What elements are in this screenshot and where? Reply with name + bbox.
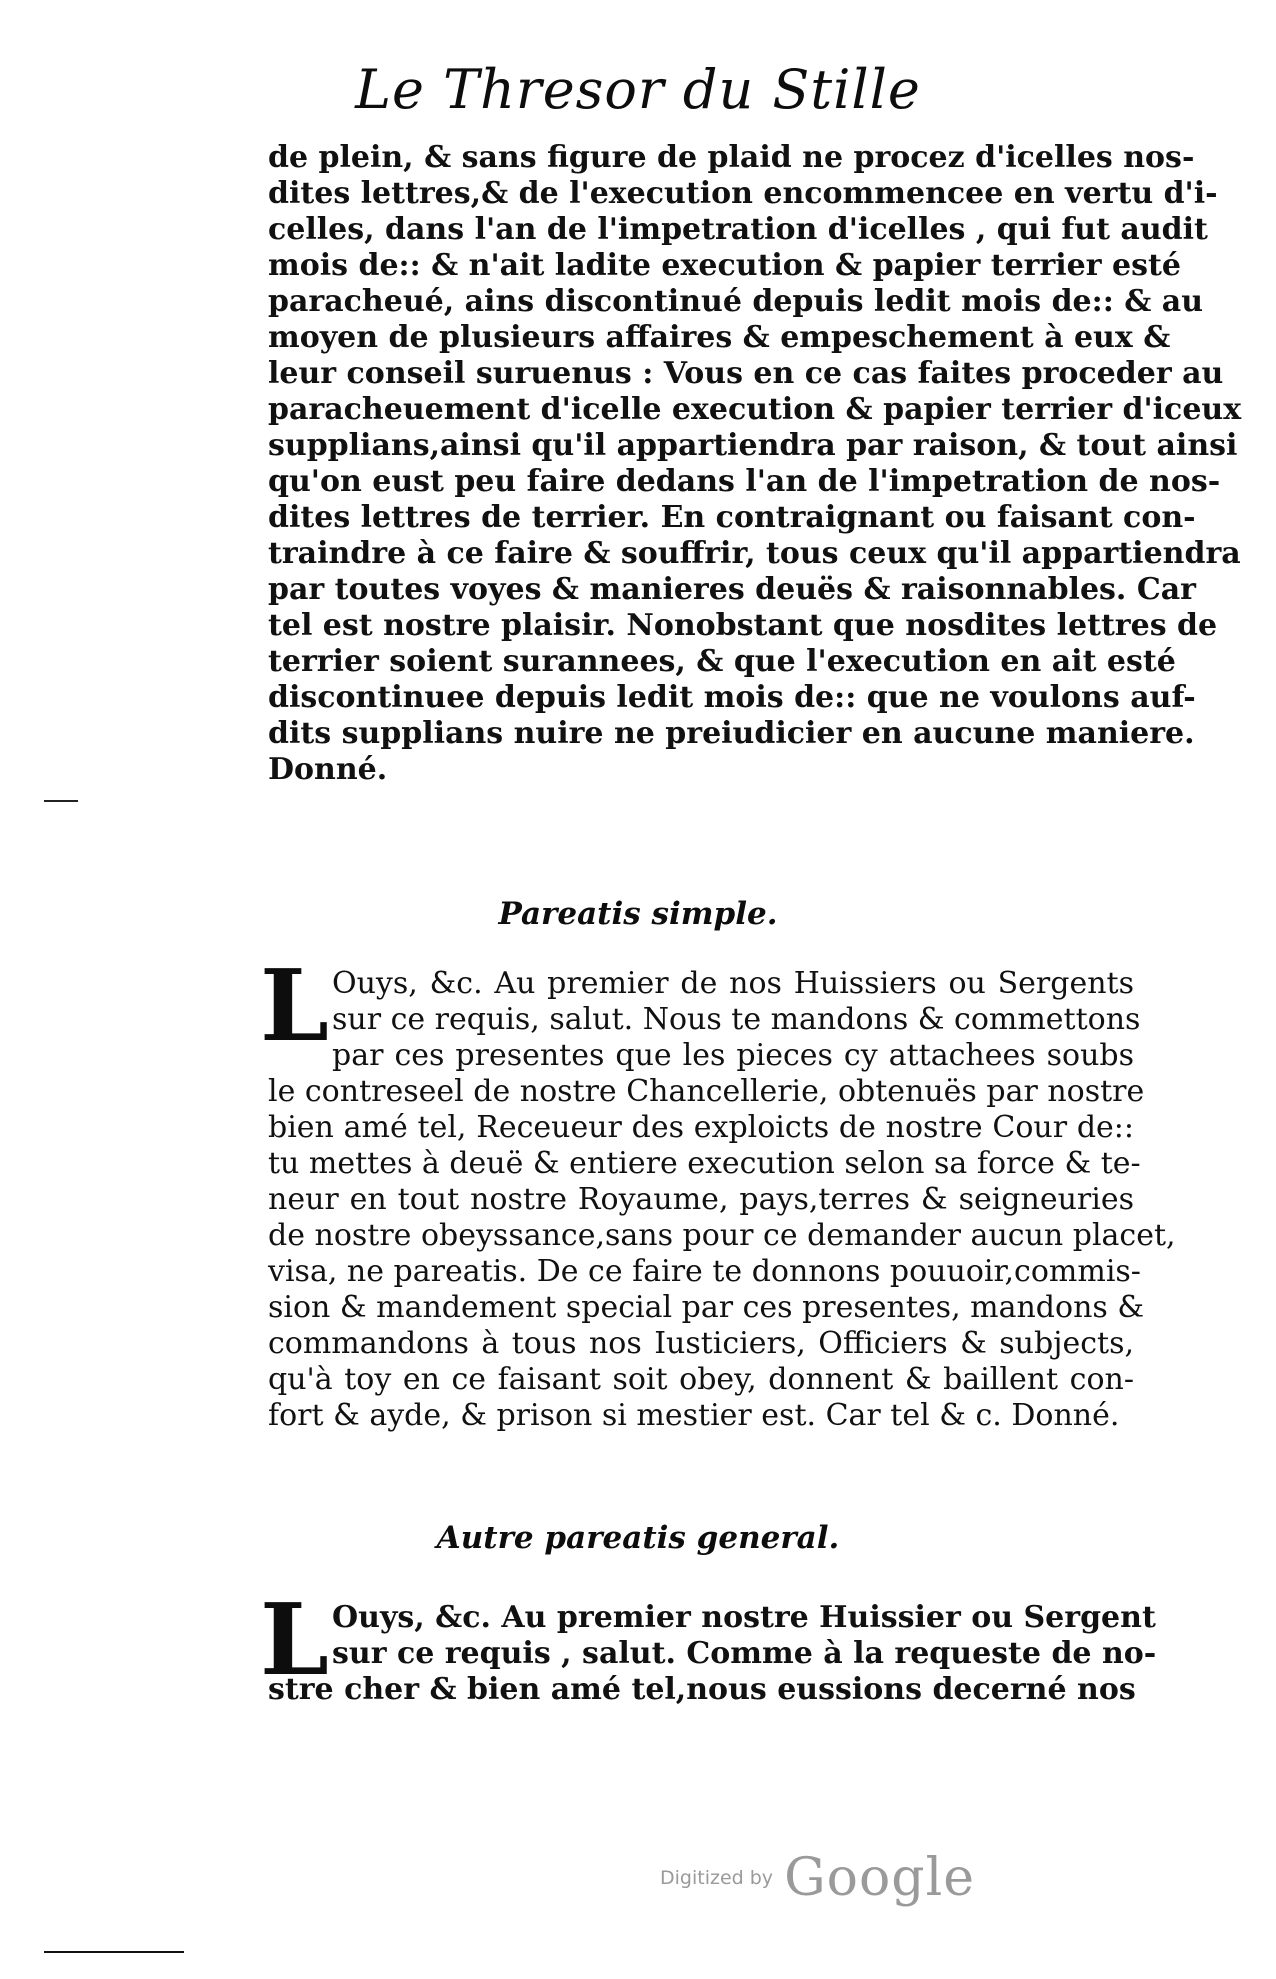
text-line: discontinuee depuis ledit mois de:: que ne voulons auf- <box>268 680 1196 715</box>
drop-cap: L <box>260 1583 329 1698</box>
text-line: Donné. <box>268 752 388 787</box>
text-line: sion & mandement special par ces presentes, mandons & <box>268 1290 1145 1325</box>
text-line: moyen de plusieurs affaires & empeschement à eux & <box>268 320 1171 355</box>
drop-cap: L <box>260 949 329 1064</box>
paragraph-pareatis-simple <box>268 966 1176 1434</box>
google-logo-text: Google <box>784 1848 975 1908</box>
text-line: stre cher & bien amé tel,nous eussions decerné nos <box>268 1672 1136 1707</box>
text-line: qu'on eust peu faire dedans l'an de l'impetration de nos- <box>268 464 1221 499</box>
text-line: supplians,ainsi qu'il appartiendra par raison, & tout ainsi <box>268 428 1238 463</box>
watermark-prefix: Digitized by <box>660 1867 774 1889</box>
text-line: de plein, & sans figure de plaid ne procez d'icelles nos- <box>268 140 1195 175</box>
text-line: fort & ayde, & prison si mestier est. Car tel & c. Donné. <box>268 1398 1120 1433</box>
text-line: par ces presentes que les pieces cy attachees soubs <box>332 1038 1134 1073</box>
text-line: bien amé tel, Receueur des exploicts de nostre Cour de:: <box>268 1110 1134 1145</box>
running-head: Le Thresor du Stille <box>355 58 921 121</box>
text-line: sur ce requis , salut. Comme à la requeste de no- <box>332 1636 1157 1671</box>
text-line: commandons à tous nos Iusticiers, Officiers & subjects, <box>268 1326 1134 1361</box>
paragraph-autre-pareatis <box>268 1600 1157 1708</box>
text-line: dits supplians nuire ne preiudicier en aucune maniere. <box>268 716 1195 751</box>
text-line: mois de:: & n'ait ladite execution & papier terrier esté <box>268 248 1181 283</box>
section-heading-autre-pareatis: Autre pareatis general. <box>436 1520 840 1556</box>
text-line: par toutes voyes & manieres deuës & raisonnables. Car <box>268 572 1196 607</box>
text-line: qu'à toy en ce faisant soit obey, donnent & baillent con- <box>268 1362 1134 1397</box>
text-line: paracheuement d'icelle execution & papier terrier d'iceux <box>268 392 1242 427</box>
digitized-watermark <box>660 1848 975 1908</box>
text-line: de nostre obeyssance,sans pour ce demander aucun placet, <box>268 1218 1176 1253</box>
margin-mark <box>44 800 78 802</box>
text-line: dites lettres,& de l'execution encommencee en vertu d'i- <box>268 176 1218 211</box>
text-line: Ouys, &c. Au premier de nos Huissiers ou Sergents <box>332 966 1134 1001</box>
text-line: leur conseil suruenus : Vous en ce cas faites proceder au <box>268 356 1224 391</box>
text-line: Ouys, &c. Au premier nostre Huissier ou Sergent <box>332 1600 1156 1635</box>
text-line: le contreseel de nostre Chancellerie, obtenuës par nostre <box>268 1074 1145 1109</box>
text-line: visa, ne pareatis. De ce faire te donnons pouuoir,commis- <box>268 1254 1141 1289</box>
text-line: celles, dans l'an de l'impetration d'icelles , qui fut audit <box>268 212 1208 247</box>
text-line: neur en tout nostre Royaume, pays,terres & seigneuries <box>268 1182 1134 1217</box>
section-heading-pareatis-simple: Pareatis simple. <box>498 896 778 932</box>
text-line: sur ce requis, salut. Nous te mandons & commettons <box>332 1002 1141 1037</box>
text-line: paracheué, ains discontinué depuis ledit mois de:: & au <box>268 284 1204 319</box>
paragraph-continued <box>268 140 1242 788</box>
text-line: terrier soient surannees, & que l'execution en ait esté <box>268 644 1176 679</box>
text-line: tu mettes à deuë & entiere execution selon sa force & te- <box>268 1146 1141 1181</box>
scan-edge-rule <box>44 1951 184 1953</box>
text-line: dites lettres de terrier. En contraignant ou faisant con- <box>268 500 1196 535</box>
text-line: tel est nostre plaisir. Nonobstant que nosdites lettres de <box>268 608 1218 643</box>
text-line: traindre à ce faire & souffrir, tous ceux qu'il appartiendra <box>268 536 1241 571</box>
